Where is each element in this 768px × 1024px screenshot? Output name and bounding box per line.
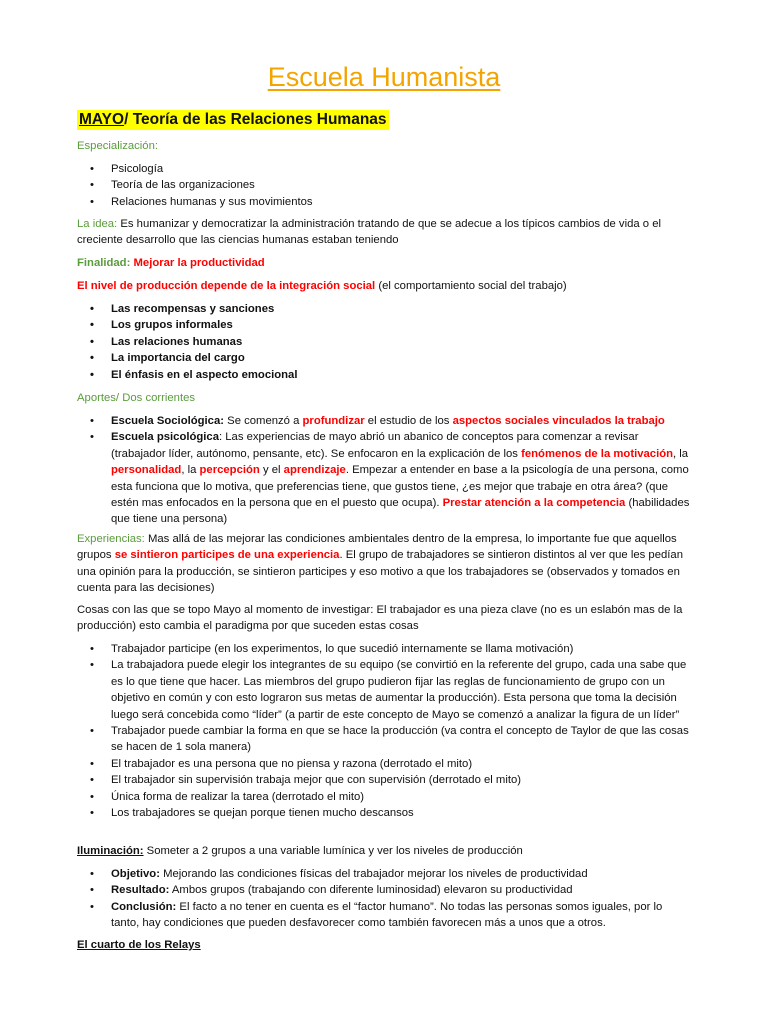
- hallazgos-list: [77, 641, 691, 821]
- especializacion-list: [77, 161, 691, 210]
- iluminacion-line: Iluminación: Someter a 2 grupos a una variable lumínica y ver los niveles de producción: [77, 845, 523, 857]
- list-item: • Objetivo: Mejorando las condiciones físicas del trabajador mejorar los niveles de productividad: [77, 866, 691, 882]
- nivel-red: El nivel de producción depende de la integración social: [77, 280, 376, 292]
- page-title: [0, 62, 768, 93]
- nivel-line: [77, 278, 689, 294]
- cosas-paragraph: Cosas con las que se topo Mayo al momento de investigar: El trabajador es una pieza clave (no es un eslabón mas de la producción) esto cambia el paradigma por que suceden estas cosas: [77, 604, 683, 633]
- list-item: • Única forma de realizar la tarea (derrotado el mito): [77, 789, 691, 805]
- list-item: • Escuela Sociológica: Se comenzó a profundizar el estudio de los aspectos sociales vinculados la trabajo: [77, 413, 691, 429]
- list-item: • El trabajador sin supervisión trabaja mejor que con supervisión (derrotado el mito): [77, 772, 691, 788]
- list-item: • Relaciones humanas y sus movimientos: [77, 194, 691, 210]
- subtitle-mayo: MAYO: [79, 111, 125, 128]
- subtitle-rest: / Teoría de las Relaciones Humanas: [124, 111, 387, 128]
- finalidad-label: Finalidad:: [77, 257, 131, 269]
- list-item: • Los grupos informales: [77, 317, 691, 333]
- list-item: • La importancia del cargo: [77, 350, 691, 366]
- idea-text: Es humanizar y democratizar la administración tratando de que se adecue a los típicos cambios de vida o el creciente desarrollo que las ciencias humanas estaban teniendo: [77, 218, 661, 247]
- list-item: • Las recompensas y sanciones: [77, 301, 691, 317]
- iluminacion-label: Iluminación:: [77, 845, 144, 857]
- list-item: • La trabajadora puede elegir los integrantes de su equipo (se convirtió en la referente del grupo, cada una sabe que es lo que tiene que hacer. Las miembros del grupo pudieron fijar las reglas de funcionamiento de grupo con un objetivo en común y con esto lograron sus metas de aumentar la producción). Esta persona que toma la decisión luego será concebida como “líder” (a partir de este concepto de Mayo se comenzó a analizar la figura de un líder”: [77, 657, 691, 723]
- factores-list: [77, 301, 691, 383]
- list-item: • Psicología: [77, 161, 691, 177]
- idea-paragraph: [77, 216, 689, 249]
- experiencias-paragraph: Experiencias: Mas allá de las mejorar las condiciones ambientales dentro de la empresa, lo importante fue que aquellos grupos se sintieron participes de una experiencia. El grupo de trabajadores se sintieron distintos al ver que les pedían una opinión para la producción, se sintieron participes y eso motivo a que los trabajadores se (observados y tomados en cuenta para las decisiones): [77, 533, 683, 595]
- list-item: • Teoría de las organizaciones: [77, 177, 691, 193]
- idea-label: La idea:: [77, 218, 118, 230]
- aportes-list: [77, 413, 691, 528]
- experiencias-label: Experiencias:: [77, 533, 145, 545]
- title-text: Escuela Humanista: [267, 62, 501, 92]
- list-item: • Resultado: Ambos grupos (trabajando con diferente luminosidad) elevaron su productividad: [77, 882, 691, 898]
- list-item: • Conclusión: El facto a no tener en cuenta es el “factor humano”. No todas las personas somos iguales, por lo tanto, hay condiciones que pueden desfavorecer como también favorecen más a unos que a otros.: [77, 899, 691, 932]
- aportes-label: Aportes/ Dos corrientes: [77, 392, 196, 404]
- list-item: • Trabajador participe (en los experimentos, lo que sucedió internamente se llama motivación): [77, 641, 691, 657]
- iluminacion-list: [77, 866, 691, 932]
- list-item: • Las relaciones humanas: [77, 334, 691, 350]
- list-item: • Escuela psicológica: Las experiencias de mayo abrió un abanico de conceptos para comenzar a revisar (trabajador líder, autónomo, pensante, etc). Se enfocaron en la explicación de los fenómenos de la motivación, la personalidad, la percepción y el aprendizaje. Empezar a entender en base a la psicología de una persona, como esta funciona que lo motiva, que preferencias tiene, que gustos tiene, ¿es mejor que trabaje en otra área? (que estén mas enfocados en la persona que en el puesto que ocupa). Prestar atención a la competencia (habilidades que tiene una persona): [77, 429, 691, 527]
- nivel-rest: (el comportamiento social del trabajo): [375, 280, 567, 292]
- relays-heading: El cuarto de los Relays: [77, 939, 201, 951]
- list-item: • Los trabajadores se quejan porque tienen mucho descansos: [77, 805, 691, 821]
- list-item: • Trabajador puede cambiar la forma en que se hace la producción (va contra el concepto de Taylor de que las cosas se hacen de 1 sola manera): [77, 723, 691, 756]
- finalidad-value: Mejorar la productividad: [133, 257, 265, 269]
- finalidad-line: [77, 255, 689, 271]
- list-item: • El trabajador es una persona que no piensa y razona (derrotado el mito): [77, 756, 691, 772]
- especializacion-label: Especialización:: [77, 140, 159, 152]
- list-item: • El énfasis en el aspecto emocional: [77, 367, 691, 383]
- section-subtitle: [77, 110, 389, 130]
